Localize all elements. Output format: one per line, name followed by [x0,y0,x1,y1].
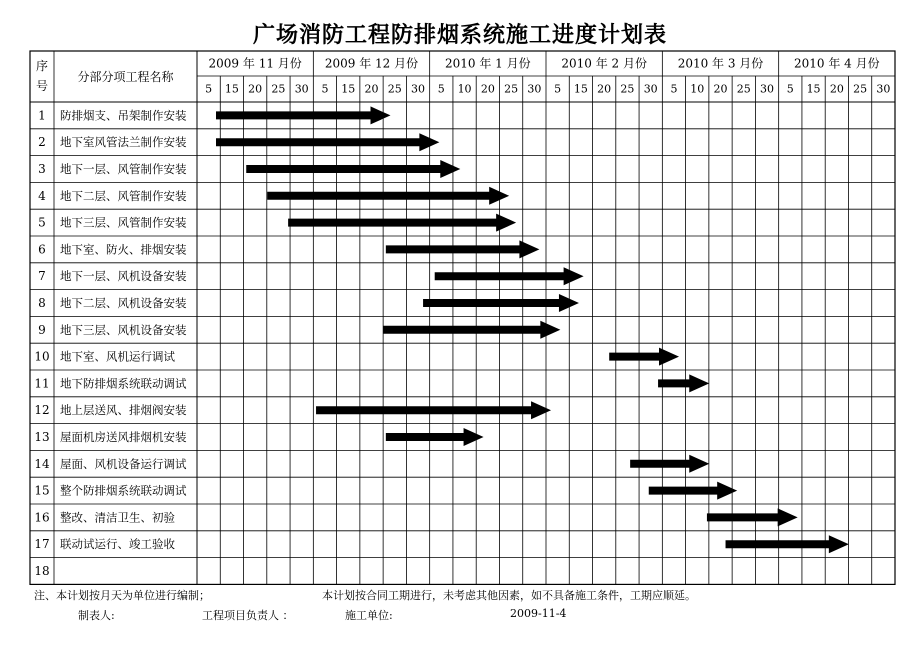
task-number: 8 [38,296,46,310]
task-name: 地下室、风机运行调试 [60,349,175,364]
task-number: 15 [34,483,50,498]
task-number: 14 [34,456,50,471]
day-header: 30 [760,82,775,96]
task-number: 4 [38,188,46,203]
day-header: 20 [480,82,495,96]
day-header: 25 [853,82,868,96]
task-name: 地下一层、风管制作安装 [60,162,187,176]
day-header: 25 [387,82,402,96]
task-name: 地下室风管法兰制作安装 [60,135,187,150]
task-name: 地下三层、风管制作安装 [60,215,187,230]
footer-project-manager: 工程项目负责人 ： [202,609,294,622]
task-number: 13 [34,430,50,444]
day-header: 5 [670,82,678,96]
seq-header: 号 [35,79,49,93]
task-number: 9 [38,322,46,337]
footer-date: 2009-11-4 [510,607,567,620]
footer-note-left: 注、本计划按月天为单位进行编制； [34,589,210,602]
day-header: 10 [690,82,705,96]
day-header: 15 [573,82,588,96]
day-header: 15 [806,82,821,96]
task-name: 联动试运行、竣工验收 [60,537,175,552]
task-name: 地下防排烟系统联动调试 [60,376,187,391]
day-header: 5 [205,82,213,96]
task-name: 整个防排烟系统联动调试 [60,483,187,498]
day-header: 30 [876,82,891,96]
task-name: 整改、清洁卫生、初验 [60,510,175,525]
schedule-arrow [316,401,551,419]
schedule-arrow [216,133,439,151]
schedule-arrow [658,374,709,392]
seq-header: 序 [35,59,49,73]
task-name: 地下三层、风机设备安装 [60,322,187,337]
footer-maker: 制表人: [78,609,115,622]
footer-construction-unit: 施工单位: [345,609,393,622]
month-header: 2009 年 12 月份 [324,56,419,71]
day-header: 30 [643,82,658,96]
day-header: 20 [364,82,379,96]
page-title: 广场消防工程防排烟系统施工进度计划表 [252,23,667,48]
day-header: 5 [321,82,329,96]
task-number: 10 [34,349,50,364]
day-header: 20 [597,82,612,96]
task-number: 18 [34,564,50,578]
schedule-arrow [384,321,561,339]
task-name: 地下室、防火、排烟安装 [60,242,187,257]
month-header: 2009 年 11 月份 [208,56,302,71]
schedule-arrow [707,508,798,526]
task-name: 地下二层、风管制作安装 [60,188,187,203]
schedule-arrow [246,160,460,178]
schedule-arrow [267,187,509,205]
schedule-arrow [386,428,484,446]
schedule-arrow [288,214,516,232]
task-name: 防排烟支、吊架制作安装 [60,108,187,123]
day-header: 20 [829,82,844,96]
schedule-arrow [726,535,849,553]
schedule-arrow [435,267,584,285]
day-header: 5 [437,82,445,96]
name-header: 分部分项工程名称 [77,70,174,84]
day-header: 10 [457,82,472,96]
footer-note-right: 本计划按合同工期进行，未考虑其他因素，如不具备施工条件，工期应顺延。 [322,589,696,602]
day-header: 30 [411,82,426,96]
task-number: 2 [38,135,46,150]
task-number: 7 [38,269,46,284]
task-number: 12 [34,403,50,418]
day-header: 15 [341,82,356,96]
task-number: 3 [38,162,46,176]
day-header: 15 [224,82,239,96]
task-number: 17 [34,537,50,552]
schedule-arrow [609,348,679,366]
day-header: 30 [294,82,309,96]
day-header: 30 [527,82,542,96]
task-name: 屋面机房送风排烟机安装 [60,430,187,444]
month-header: 2010 年 3 月份 [677,56,764,71]
day-header: 5 [554,82,562,96]
day-header: 20 [713,82,728,96]
day-header: 25 [504,82,519,96]
month-header: 2010 年 1 月份 [445,56,531,71]
task-number: 11 [34,376,50,391]
day-header: 5 [786,82,794,96]
schedule-arrow [630,455,709,473]
task-number: 1 [38,108,46,123]
day-header: 25 [736,82,751,96]
day-header: 25 [271,82,286,96]
task-name: 地下二层、风机设备安装 [60,296,187,310]
day-header: 25 [620,82,635,96]
task-number: 16 [34,510,50,525]
month-header: 2010 年 2 月份 [561,56,647,71]
task-name: 屋面、风机设备运行调试 [60,456,187,471]
schedule-arrow [423,294,579,312]
task-name: 地上层送风、排烟阀安装 [60,403,187,418]
schedule-arrow [386,240,540,258]
month-header: 2010 年 4 月份 [794,56,880,71]
task-number: 6 [38,242,46,257]
schedule-arrow [216,106,391,124]
task-number: 5 [38,215,46,230]
day-header: 20 [248,82,263,96]
task-name: 地下一层、风机设备安装 [60,269,187,284]
